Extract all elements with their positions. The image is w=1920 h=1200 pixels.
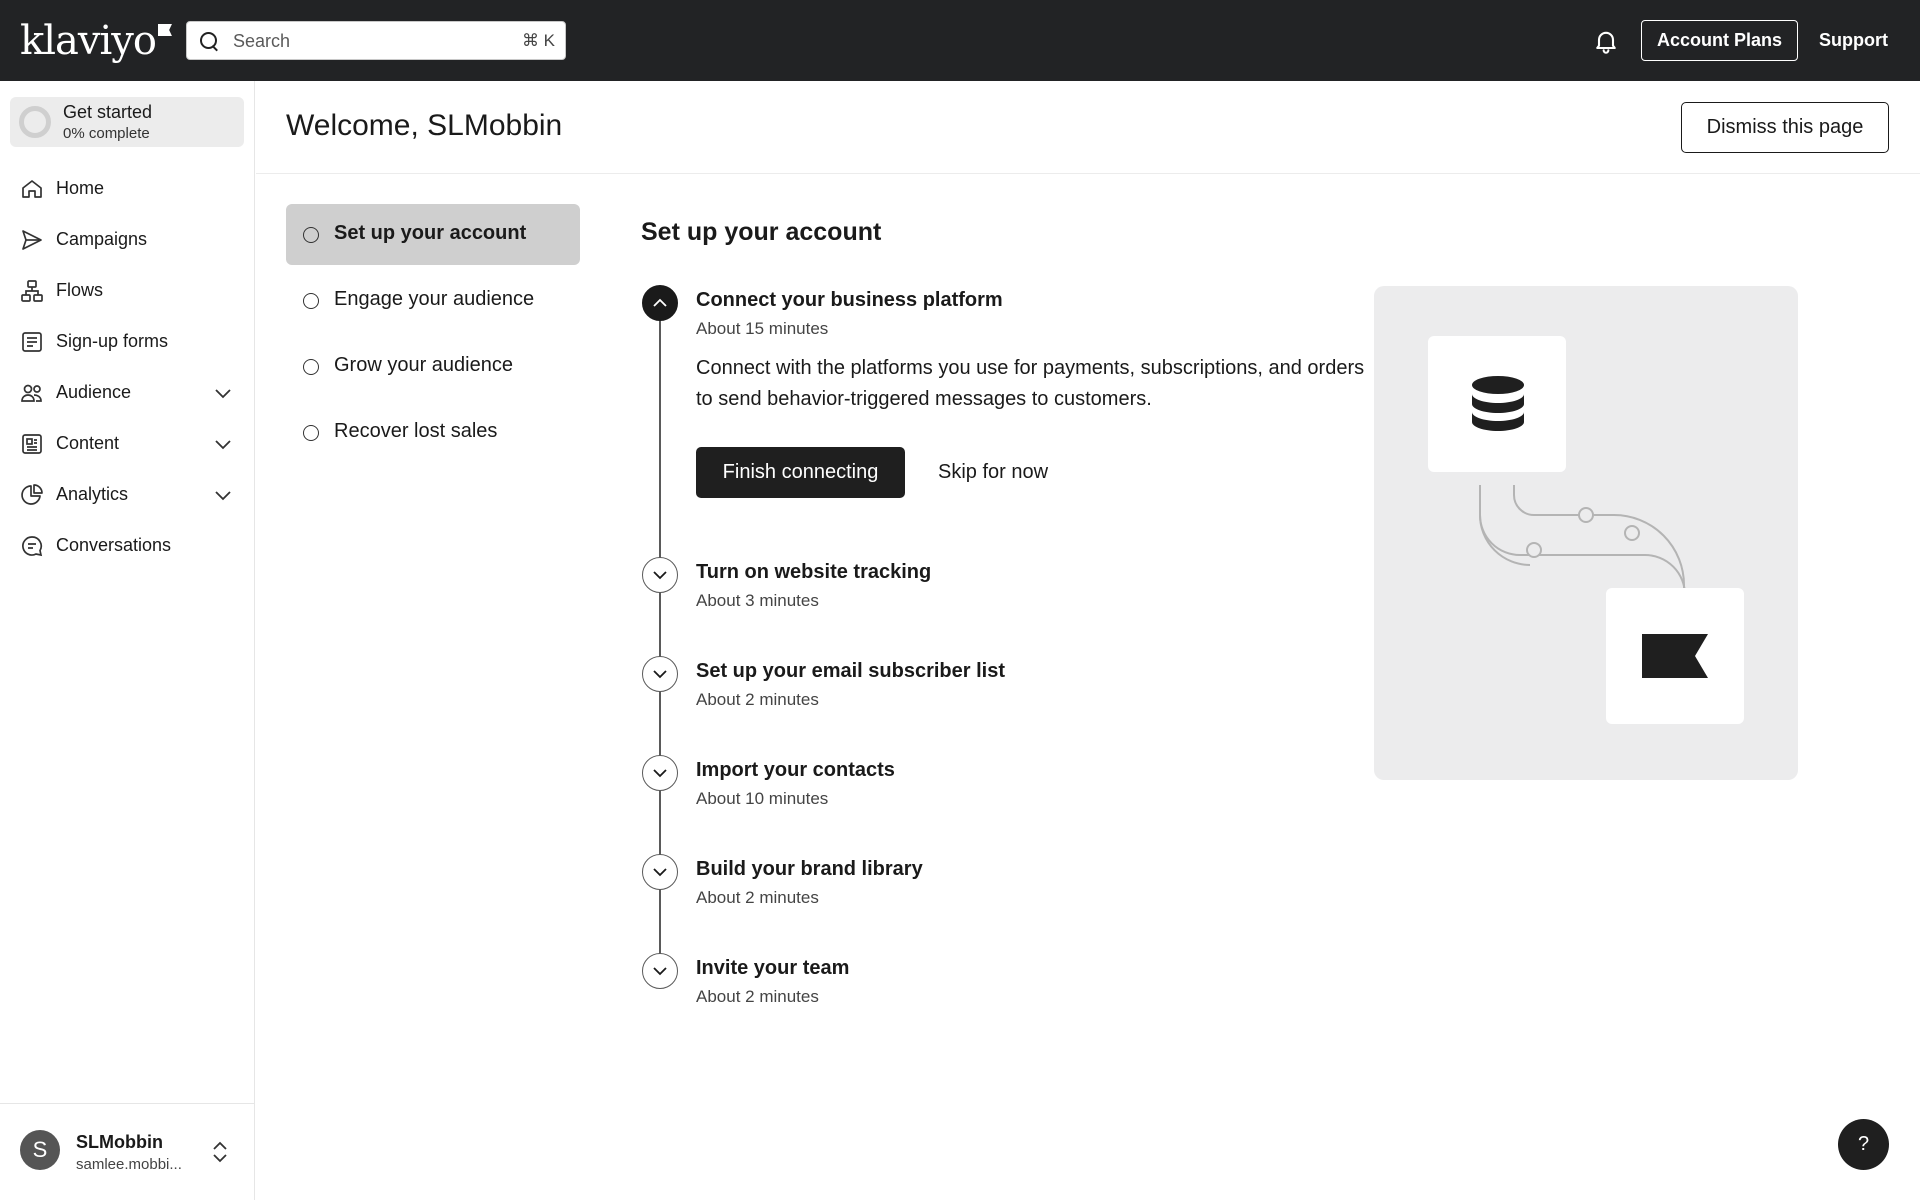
- klaviyo-card: [1606, 588, 1744, 724]
- task-title[interactable]: Invite your team: [696, 957, 850, 979]
- section-title: Set up your account: [641, 218, 882, 246]
- sidebar-item-flows[interactable]: [10, 270, 244, 310]
- flows-icon: [20, 279, 44, 303]
- sidebar-item-home[interactable]: [10, 168, 244, 208]
- sidebar-item-label: Content: [56, 433, 120, 453]
- search-input[interactable]: [186, 21, 566, 60]
- help-button[interactable]: ?: [1838, 1119, 1889, 1170]
- send-icon: [20, 228, 44, 252]
- task-toggle[interactable]: [642, 285, 678, 321]
- get-started-title: Get started: [63, 102, 153, 122]
- search-placeholder: Search: [233, 31, 291, 51]
- step-nav-item[interactable]: [286, 204, 580, 265]
- step-nav-item[interactable]: [286, 402, 580, 463]
- circle-icon: [303, 425, 319, 441]
- step-nav-label: Engage your audience: [334, 288, 535, 310]
- user-email: samlee.mobbi...: [76, 1156, 182, 1173]
- top-bar: [0, 0, 1920, 81]
- sidebar-item-label: Analytics: [56, 484, 129, 504]
- klaviyo-logo[interactable]: [20, 18, 172, 64]
- step-nav-label: Grow your audience: [334, 354, 513, 376]
- chat-icon: [20, 534, 44, 558]
- step-nav-item[interactable]: [286, 270, 580, 331]
- chevron-down-icon[interactable]: [214, 486, 232, 504]
- integration-illustration: [1374, 286, 1798, 780]
- circle-icon: [303, 359, 319, 375]
- get-started-percent: 0% complete: [63, 125, 150, 142]
- database-card: [1428, 336, 1566, 472]
- get-started-progress[interactable]: [10, 97, 244, 147]
- circle-icon: [303, 227, 319, 243]
- task-title[interactable]: Turn on website tracking: [696, 561, 932, 583]
- chevron-down-icon[interactable]: [214, 435, 232, 453]
- form-icon: [20, 330, 44, 354]
- avatar: S: [20, 1130, 60, 1170]
- chevron-down-icon[interactable]: [214, 384, 232, 402]
- task-title[interactable]: Import your contacts: [696, 759, 895, 781]
- database-icon: [1471, 376, 1525, 437]
- support-link[interactable]: Support: [1819, 30, 1888, 50]
- task-description: Connect with the platforms you use for payments, subscriptions, and orders to send behavior-triggered messages to customers.: [696, 357, 1365, 410]
- sidebar-item-content[interactable]: [10, 423, 244, 463]
- logo-flag-icon: [158, 24, 172, 36]
- sidebar-item-label: Sign-up forms: [56, 331, 169, 351]
- user-name: SLMobbin: [76, 1132, 163, 1152]
- task-title[interactable]: Build your brand library: [696, 858, 923, 880]
- search-shortcut: ⌘ K: [521, 31, 555, 50]
- content-icon: [20, 432, 44, 456]
- sidebar-item-campaigns[interactable]: [10, 219, 244, 259]
- logo-text: klaviyo: [20, 18, 156, 64]
- page-header: [256, 81, 1920, 174]
- task-time: About 2 minutes: [696, 987, 819, 1006]
- sidebar-item-label: Flows: [56, 280, 104, 300]
- task-time: About 2 minutes: [696, 690, 819, 709]
- task-toggle[interactable]: [642, 854, 678, 890]
- task-toggle[interactable]: [642, 557, 678, 593]
- users-icon: [20, 381, 44, 405]
- task-time: About 2 minutes: [696, 888, 819, 907]
- search-icon: [199, 31, 219, 51]
- chevron-up-down-icon[interactable]: [210, 1139, 230, 1165]
- page-title: Welcome, SLMobbin: [286, 109, 563, 142]
- task-toggle[interactable]: [642, 953, 678, 989]
- sidebar-item-label: Campaigns: [56, 229, 148, 249]
- task-title[interactable]: Set up your email subscriber list: [696, 660, 1005, 682]
- sidebar-item-signup-forms[interactable]: [10, 321, 244, 361]
- pie-chart-icon: [20, 483, 44, 507]
- task-time: About 10 minutes: [696, 789, 829, 808]
- circle-icon: [303, 293, 319, 309]
- home-icon: [20, 177, 44, 201]
- sidebar: [0, 81, 255, 1200]
- task-time: About 15 minutes: [696, 319, 829, 338]
- task-toggle[interactable]: [642, 656, 678, 692]
- sidebar-item-label: Conversations: [56, 535, 172, 555]
- task-time: About 3 minutes: [696, 591, 819, 610]
- sidebar-item-audience[interactable]: [10, 372, 244, 412]
- account-plans-button[interactable]: Account Plans: [1641, 20, 1798, 61]
- skip-for-now-button[interactable]: Skip for now: [922, 447, 1064, 498]
- step-nav-label: Set up your account: [334, 222, 527, 244]
- user-account-switcher[interactable]: [0, 1103, 255, 1200]
- task-toggle[interactable]: [642, 755, 678, 791]
- klaviyo-flag-icon: [1642, 634, 1708, 683]
- dismiss-page-button[interactable]: Dismiss this page: [1681, 102, 1889, 153]
- sidebar-item-label: Home: [56, 178, 105, 198]
- progress-ring-icon: [19, 106, 51, 138]
- finish-connecting-button[interactable]: Finish connecting: [696, 447, 905, 498]
- bell-icon[interactable]: [1592, 27, 1620, 55]
- sidebar-item-conversations[interactable]: [10, 525, 244, 565]
- task-title[interactable]: Connect your business platform: [696, 289, 1003, 311]
- sidebar-item-analytics[interactable]: [10, 474, 244, 514]
- sidebar-item-label: Audience: [56, 382, 132, 402]
- step-nav-item[interactable]: [286, 336, 580, 397]
- step-nav-label: Recover lost sales: [334, 420, 498, 442]
